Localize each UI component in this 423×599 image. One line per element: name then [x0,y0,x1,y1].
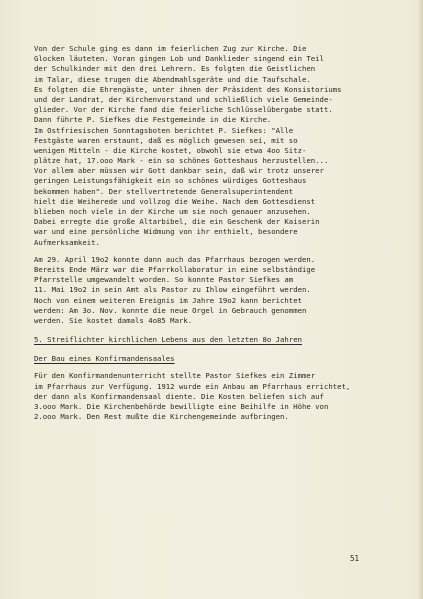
text-line: im Pfarrhaus zur Verfügung. 1912 wurde ein Anbau am Pfarrhaus errichtet, [34,381,351,391]
paragraph-gap [34,248,394,255]
text-line: plätze hat, 17.ooo Mark - ein so schönes Gotteshaus herzustellen... [34,156,329,166]
subheading: Der Bau eines Konfirmandensaales [34,354,175,364]
paragraph-confirmation-hall [34,371,394,422]
page-edge-shadow [417,0,423,599]
text-line: Aufmerksamkeit. [34,237,100,247]
text-line: Es folgten die Ehrengäste, unter ihnen der Präsident des Konsistoriums [34,84,342,94]
text-line: Für den Konfirmandenunterricht stellte Pastor Siefkes ein Zimmer [34,371,316,381]
text-line: Dann führte P. Siefkes die Festgemeinde in die Kirche. [34,115,272,125]
text-line: bekommen haben". Der stellvertretende Generalsuperintendent [34,186,294,196]
section-heading: 5. Streiflichter kirchlichen Lebens aus den letzten 8o Jahren [34,335,302,345]
text-line: Dabei erregte die große Altarbibel, die ein Geschenk der Kaiserin [34,217,320,227]
text-line: Noch von einem weiteren Ereignis im Jahre 19o2 kann berichtet [34,295,302,305]
text-line: Von der Schule ging es dann im feierlichen Zug zur Kirche. Die [34,44,307,53]
text-line: Festgäste waren erstaunt, daß es möglich gewesen sei, mit so [34,135,298,145]
text-line: Vor allem aber müssen wir Gott dankbar sein, daß wir trotz unserer [34,166,324,176]
paragraph-procession [34,44,394,248]
text-line: glieder. Vor der Kirche fand die feierliche Schlüsselübergabe statt. [34,105,333,115]
text-line: Im Ostfriesischen Sonntagsboten berichtet P. Siefkes: "Alle [34,125,294,135]
paragraph-parsonage [34,255,394,326]
text-line: 11. Mai 19o2 in sein Amt als Pastor zu Ihlow eingeführt werden. [34,285,311,295]
page-number: 51 [350,554,360,563]
text-line: 2.ooo Mark. Den Rest mußte die Kirchengemeinde aufbringen. [34,412,289,422]
text-line: geringen Leistungsfähigkeit ein so schönes würdiges Gotteshaus [34,176,307,186]
page-content [34,44,394,422]
text-line: hielt die Weiherede und vollzog die Weihe. Nach dem Gottesdienst [34,196,316,206]
text-line: Glocken läuteten. Voran gingen Lob und Danklieder singend ein Teil [34,54,324,64]
text-line: im Talar, diese trugen die Abendmahlsgeräte und die Taufschale. [34,74,311,84]
section-gap [34,326,394,335]
text-line: werden. Sie kostet damals 4o85 Mark. [34,315,193,325]
text-line: und der Landrat, der Kirchenvorstand und schließlich viele Gemeinde- [34,94,333,104]
text-line: war und eine persönliche Widmung von ihr enthielt, besondere [34,227,298,237]
text-line: Am 29. April 19o2 konnte dann auch das Pfarrhaus bezogen werden. [34,254,316,264]
text-line: blieben noch viele in der Kirche um sie noch genauer anzusehen. [34,207,311,216]
text-line: werden: Am 3o. Nov. konnte die neue Orgel in Gebrauch genommen [34,305,307,315]
text-line: 3.ooo Mark. Die Kirchenbehörde bewilligte eine Beihilfe in Höhe von [34,402,329,411]
text-line: der dann als Konfirmandensaal diente. Die Kosten beliefen sich auf [34,391,324,401]
text-line: wenigen Mitteln - die Kirche kostet, obwohl sie etwa 4oo Sitz- [34,145,307,155]
text-line: Pfarrstelle umgewandelt worden. So konnte Pastor Siefkes am [34,275,294,285]
section-gap [34,345,394,354]
text-line: Bereits Ende März war die Pfarrkollaboratur in eine selbständige [34,264,316,274]
text-line: der Schulkinder mit den drei Lehrern. Es folgten die Geistlichen [34,64,316,74]
paragraph-gap [34,364,394,371]
